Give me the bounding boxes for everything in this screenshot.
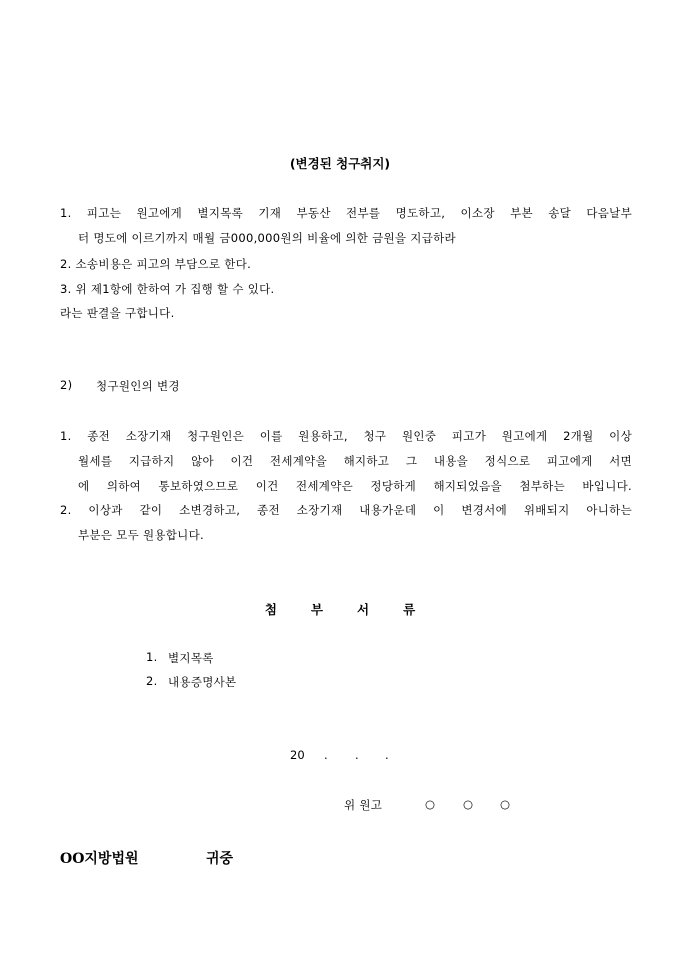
signature-name-mark-3: ○ [500, 797, 511, 811]
attachment-item-2-label: 내용증명사본 [168, 675, 237, 689]
claim-cause-title: 청구원인의 변경 [96, 379, 180, 393]
claim-purpose-item-1-line-1: 1. 피고는 원고에게 별지목록 기재 부동산 전부를 명도하고, 이소장 부본 송달 다음날부 [60, 206, 632, 220]
date-dot-3: . [385, 748, 389, 762]
attachment-item-1-number: 1. [146, 650, 158, 664]
claim-purpose-item-2: 2. 소송비용은 피고의 부담으로 한다. [60, 257, 252, 271]
signature-label: 위 원고 [344, 798, 383, 812]
claim-cause-item-2-line-1: 2. 이상과 같이 소변경하고, 종전 소장기재 내용가운데 이 변경서에 위배되지 아니하는 [60, 503, 632, 517]
attachments-title: 첨부서류 [264, 602, 450, 617]
claim-cause-item-1-line-1: 1. 종전 소장기재 청구원인은 이를 원용하고, 청구 원인중 피고가 원고에게 2개월 이상 [60, 429, 632, 443]
attachment-item-1-label: 별지목록 [168, 651, 214, 665]
court-suffix: 귀중 [206, 851, 234, 867]
date-year: 20 [290, 748, 305, 762]
claim-cause-item-1-line-3: 에 의하여 통보하였으므로 이건 전세계약은 정당하게 해지되었음을 첨부하는 바입니다. [78, 479, 632, 493]
date-dot-1: . [324, 748, 328, 762]
date-dot-2: . [355, 748, 359, 762]
attachment-item-2-number: 2. [146, 674, 158, 688]
claim-purpose-item-1-line-2: 터 명도에 이르기까지 매월 금000,000원의 비율에 의한 금원을 지급하라 [78, 231, 456, 245]
claim-purpose-item-3: 3. 위 제1항에 한하여 가 집행 할 수 있다. [60, 282, 275, 296]
signature-name-mark-1: ○ [425, 797, 436, 811]
signature-name-mark-2: ○ [463, 797, 474, 811]
claim-cause-item-2-line-2: 부분은 모두 원용합니다. [78, 528, 204, 542]
court-name: OO지방법원 [60, 851, 139, 867]
claim-cause-number: 2) [60, 378, 73, 392]
claim-purpose-conclusion: 라는 판결을 구합니다. [60, 306, 175, 320]
claim-purpose-title: (변경된 청구취지) [289, 156, 391, 171]
claim-cause-item-1-line-2: 월세를 지급하지 않아 이건 전세계약을 해지하고 그 내용을 정식으로 피고에게 서면 [78, 454, 632, 468]
